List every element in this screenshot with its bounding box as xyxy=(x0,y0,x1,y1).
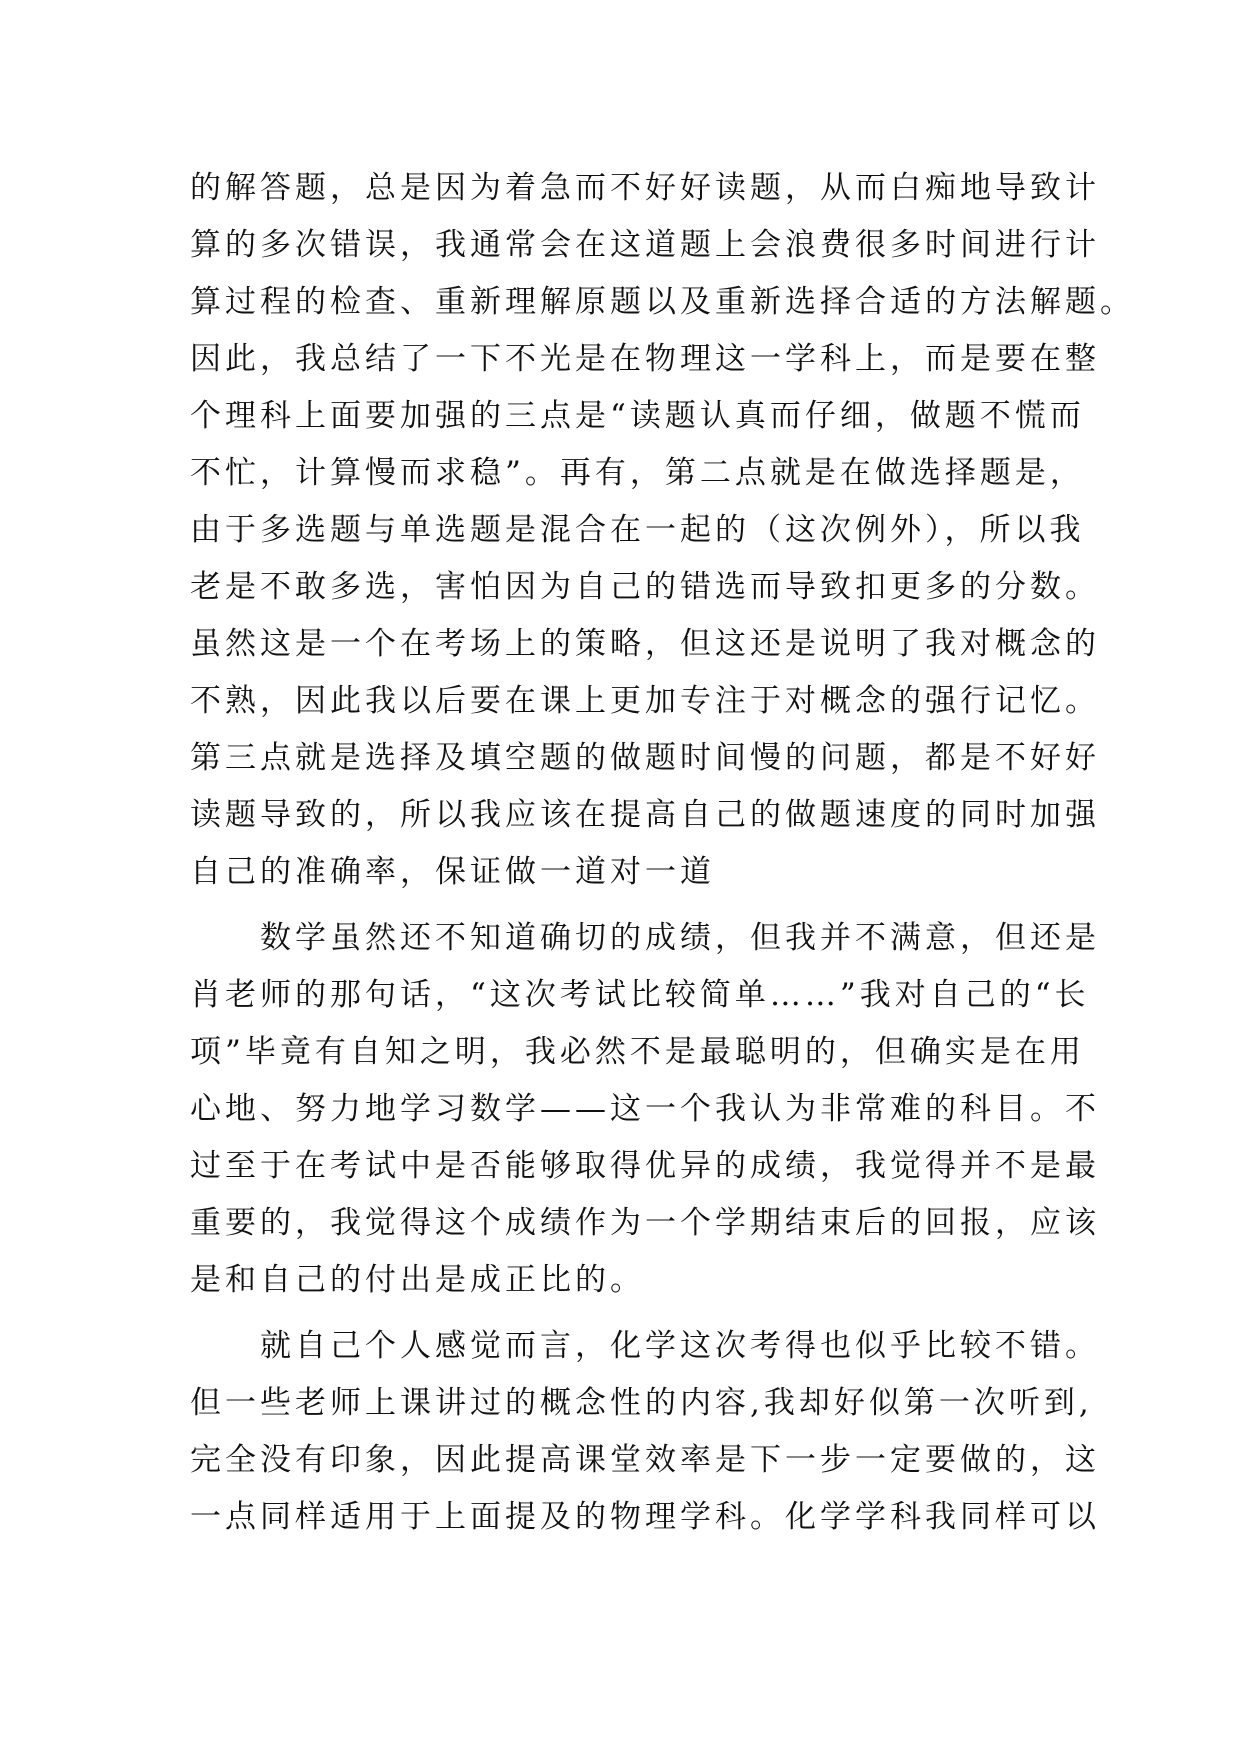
body-text xyxy=(190,160,1135,1546)
text-line: 老是不敢多选，害怕因为自己的错选而导致扣更多的分数。 xyxy=(190,569,1100,605)
text-line: 但一些老师上课讲过的概念性的内容,我却好似第一次听到, xyxy=(190,1385,1093,1421)
text-line: 完全没有印象，因此提高课堂效率是下一步一定要做的，这 xyxy=(190,1442,1100,1478)
text-line: 是和自己的付出是成正比的。 xyxy=(190,1262,645,1298)
paragraph-gap xyxy=(190,901,1070,910)
text-line: 重要的，我觉得这个成绩作为一个学期结束后的回报，应该 xyxy=(190,1205,1100,1241)
text-line: 不熟，因此我以后要在课上更加专注于对概念的强行记忆。 xyxy=(190,683,1100,719)
text-line: 虽然这是一个在考场上的策略，但这还是说明了我对概念的 xyxy=(190,626,1100,662)
text-line: 的解答题，总是因为着急而不好好读题，从而白痴地导致计 xyxy=(190,170,1100,206)
text-line: 数学虽然还不知道确切的成绩，但我并不满意，但还是 xyxy=(190,920,1100,956)
text-line: 心地、努力地学习数学——这一个我认为非常难的科目。不 xyxy=(190,1091,1100,1127)
paragraph-1 xyxy=(190,160,1135,901)
text-line: 第三点就是选择及填空题的做题时间慢的问题，都是不好好 xyxy=(190,740,1100,776)
text-line: 过至于在考试中是否能够取得优异的成绩，我觉得并不是最 xyxy=(190,1148,1100,1184)
paragraph-3 xyxy=(190,1318,1100,1546)
paragraph-gap xyxy=(190,1309,1070,1318)
text-line: 项”毕竟有自知之明，我必然不是最聪明的，但确实是在用 xyxy=(190,1034,1085,1070)
text-line: 肖老师的那句话，“这次考试比较简单……”我对自己的“长 xyxy=(190,977,1090,1013)
text-line: 算的多次错误，我通常会在这道题上会浪费很多时间进行计 xyxy=(190,227,1100,263)
text-line: 个理科上面要加强的三点是“读题认真而仔细，做题不慌而 xyxy=(190,398,1085,434)
text-line: 自己的准确率，保证做一道对一道 xyxy=(190,854,715,890)
text-line: 由于多选题与单选题是混合在一起的（这次例外），所以我 xyxy=(190,512,1085,548)
text-line: 读题导致的，所以我应该在提高自己的做题速度的同时加强 xyxy=(190,797,1100,833)
paragraph-2 xyxy=(190,910,1100,1309)
text-line: 因此，我总结了一下不光是在物理这一学科上，而是要在整 xyxy=(190,341,1100,377)
text-line: 不忙，计算慢而求稳”。再有，第二点就是在做选择题是， xyxy=(190,455,1085,491)
text-line: 就自己个人感觉而言，化学这次考得也似乎比较不错。 xyxy=(190,1328,1100,1364)
text-line: 一点同样适用于上面提及的物理学科。化学学科我同样可以 xyxy=(190,1499,1100,1535)
text-line: 算过程的检查、重新理解原题以及重新选择合适的方法解题。 xyxy=(190,284,1135,320)
